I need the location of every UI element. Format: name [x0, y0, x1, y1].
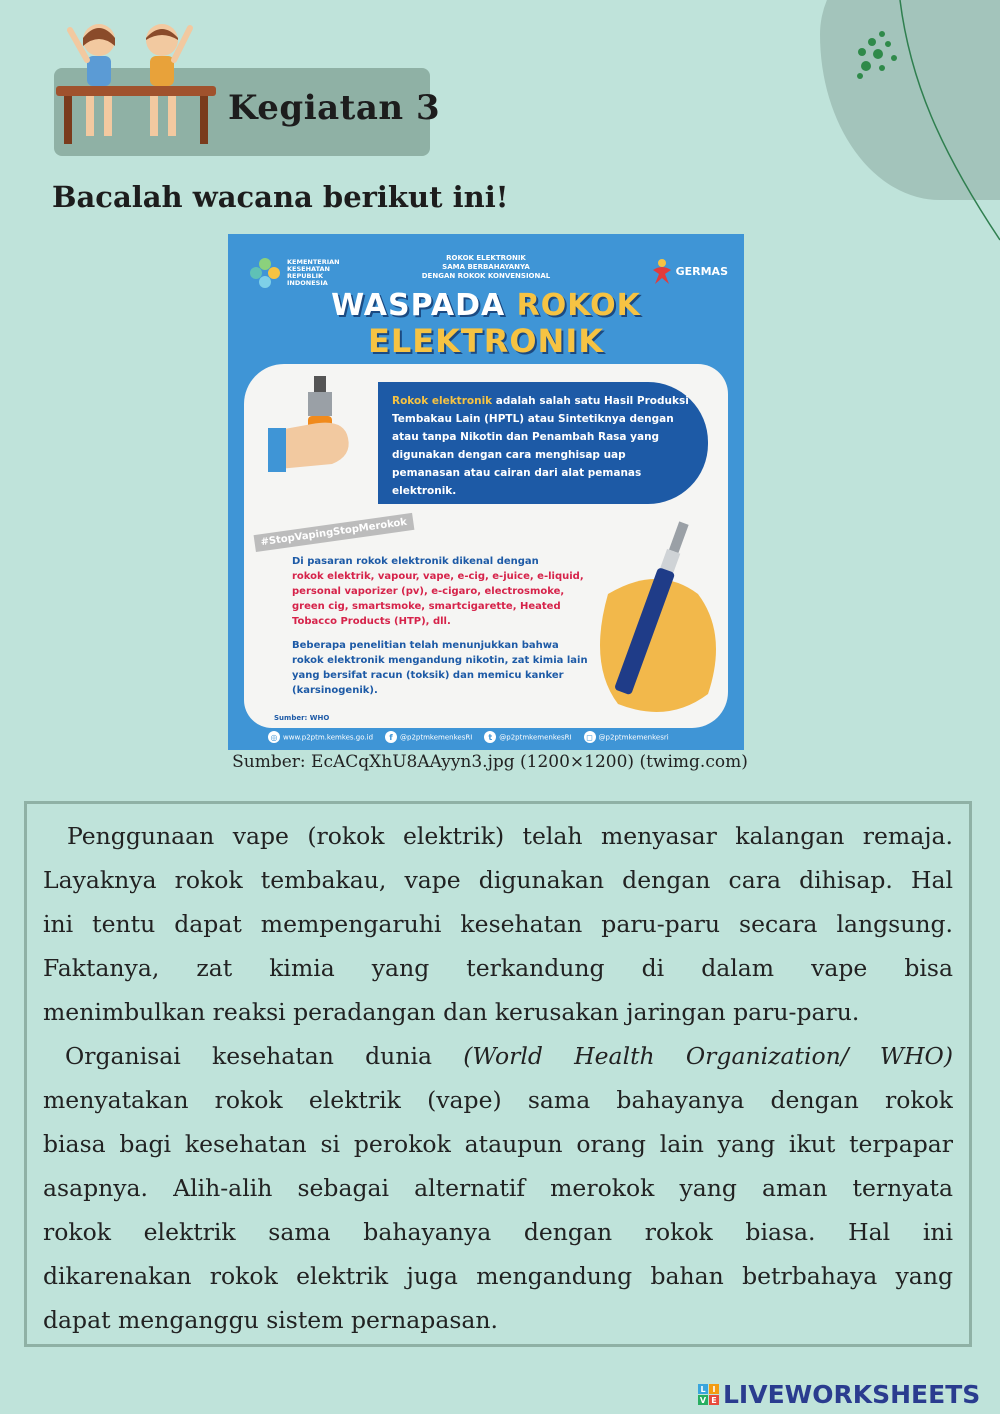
market-intro: Di pasaran rokok elektronik dikenal dengan	[292, 556, 539, 567]
definition-highlight: Rokok elektronik	[392, 395, 493, 407]
paragraph-line: menyatakan rokok elektrik (vape) sama bahayanya dengan rokok	[43, 1086, 953, 1114]
image-source-caption: Sumber: EcACqXhU8AAyyn3.jpg (1200×1200) (twimg.com)	[232, 752, 748, 772]
footer-instagram	[584, 731, 669, 743]
hand-holding-vape-icon	[268, 372, 388, 502]
poster-footer	[268, 731, 669, 743]
footer-web-text: www.p2ptm.kemkes.go.id	[283, 733, 374, 742]
poster-subtitle-line: ROKOK ELEKTRONIK	[446, 254, 526, 262]
globe-icon: ◎	[268, 731, 280, 743]
activity-title: Kegiatan 3	[228, 88, 441, 128]
footer-ig-text: @p2ptmkemenkesri	[598, 733, 669, 742]
leaf-dots-icon	[852, 28, 902, 88]
logo-tile: E	[709, 1395, 719, 1405]
footer-twitter	[484, 731, 571, 743]
paragraph-line: dapat menganggu sistem pernapasan.	[43, 1306, 499, 1334]
poster-subtitle-line: SAMA BERBAHAYANYA	[442, 263, 530, 271]
instagram-icon: ◻	[584, 731, 596, 743]
children-at-desk-icon	[54, 10, 224, 150]
facebook-icon: f	[385, 731, 397, 743]
poster-image	[228, 234, 744, 750]
paragraph-line: Faktanya, zat kimia yang terkandung di dalam vape bisa	[43, 954, 953, 982]
paragraph-line: biasa bagi kesehatan si perokok ataupun orang lain yang ikut terpapar	[43, 1130, 953, 1158]
liveworksheets-logo[interactable]	[698, 1380, 980, 1409]
poster-title-word: WASPADA	[331, 288, 506, 323]
footer-facebook	[385, 731, 472, 743]
germas-figure-icon	[651, 258, 673, 284]
ministry-name: KEMENTERIAN KESEHATAN REPUBLIK INDONESIA	[287, 258, 340, 287]
definition-bubble	[378, 382, 708, 504]
paragraph-2	[43, 1034, 953, 1342]
paragraph-line: rokok elektrik sama bahayanya dengan rokok biasa. Hal ini	[43, 1218, 953, 1246]
logo-tile: L	[698, 1384, 708, 1394]
paragraph-line: ini tentu dapat mempengaruhi kesehatan paru-paru secara langsung.	[43, 910, 953, 938]
market-names-text	[292, 554, 592, 629]
logo-tiles-icon	[698, 1384, 719, 1405]
paragraph-line	[43, 1034, 953, 1078]
twitter-icon: t	[484, 731, 496, 743]
germas-label: GERMAS	[675, 264, 728, 278]
logo-text: LIVEWORKSHEETS	[723, 1380, 981, 1409]
logo-tile: V	[699, 1395, 707, 1405]
paragraph-1	[43, 814, 953, 1034]
poster-title-line1	[228, 288, 744, 323]
paragraph-line: asapnya. Alih-alih sebagai alternatif merokok yang aman ternyata	[43, 1174, 953, 1202]
poster-subtitle-line: DENGAN ROKOK KONVENSIONAL	[421, 272, 551, 280]
footer-fb-text: @p2ptmkemenkesRI	[400, 733, 473, 742]
paragraph-line: Penggunaan vape (rokok elektrik) telah menyasar kalangan remaja.	[67, 822, 953, 850]
paragraph-line: Layaknya rokok tembakau, vape digunakan dengan cara dihisap. Hal	[43, 866, 953, 894]
paragraph-line: menimbulkan reaksi peradangan dan kerusakan jaringan paru-paru.	[43, 998, 860, 1026]
poster-title-word: ROKOK	[516, 288, 641, 323]
market-names: rokok elektrik, vapour, vape, e-cig, e-juice, e-liquid, personal vaporizer (pv), e-cigaro, electrosmoke, green cig, smartsmoke, smartcigarette, Heated Tobacco Products (HTP), dll.	[292, 571, 584, 627]
footer-web	[268, 731, 373, 743]
definition-text: adalah salah satu Hasil Produksi Tembakau Lain (HPTL) atau Sintetiknya dengan atau tanpa Nikotin dan Penambah Rasa yang digunakan dengan cara menghisap uap pemanasan atau cairan dari alat pemanas elektronik.	[392, 395, 689, 497]
paragraph-line: dikarenakan rokok elektrik juga mengandung bahan betrbahaya yang	[43, 1262, 953, 1290]
poster-source: Sumber: WHO	[274, 714, 330, 722]
logo-tile: I	[709, 1384, 719, 1394]
poster-title-line2: ELEKTRONIK	[367, 322, 605, 360]
vape-pen-icon	[578, 514, 728, 724]
paragraph-italic-segment: (World Health Organization/ WHO)	[463, 1042, 953, 1070]
instruction-text: Bacalah wacana berikut ini!	[52, 180, 509, 214]
germas-logo	[651, 258, 728, 284]
paragraph-segment: Organisai kesehatan dunia	[65, 1042, 432, 1070]
reading-passage-box	[24, 801, 972, 1347]
footer-tw-text: @p2ptmkemenkesRI	[499, 733, 572, 742]
hashtag-label: #StopVapingStopMerokok	[254, 513, 414, 552]
research-text: Beberapa penelitian telah menunjukkan bahwa rokok elektronik mengandung nikotin, zat kimia lain yang bersifat racun (toksik) dan memicu kanker (karsinogenik).	[292, 640, 588, 696]
